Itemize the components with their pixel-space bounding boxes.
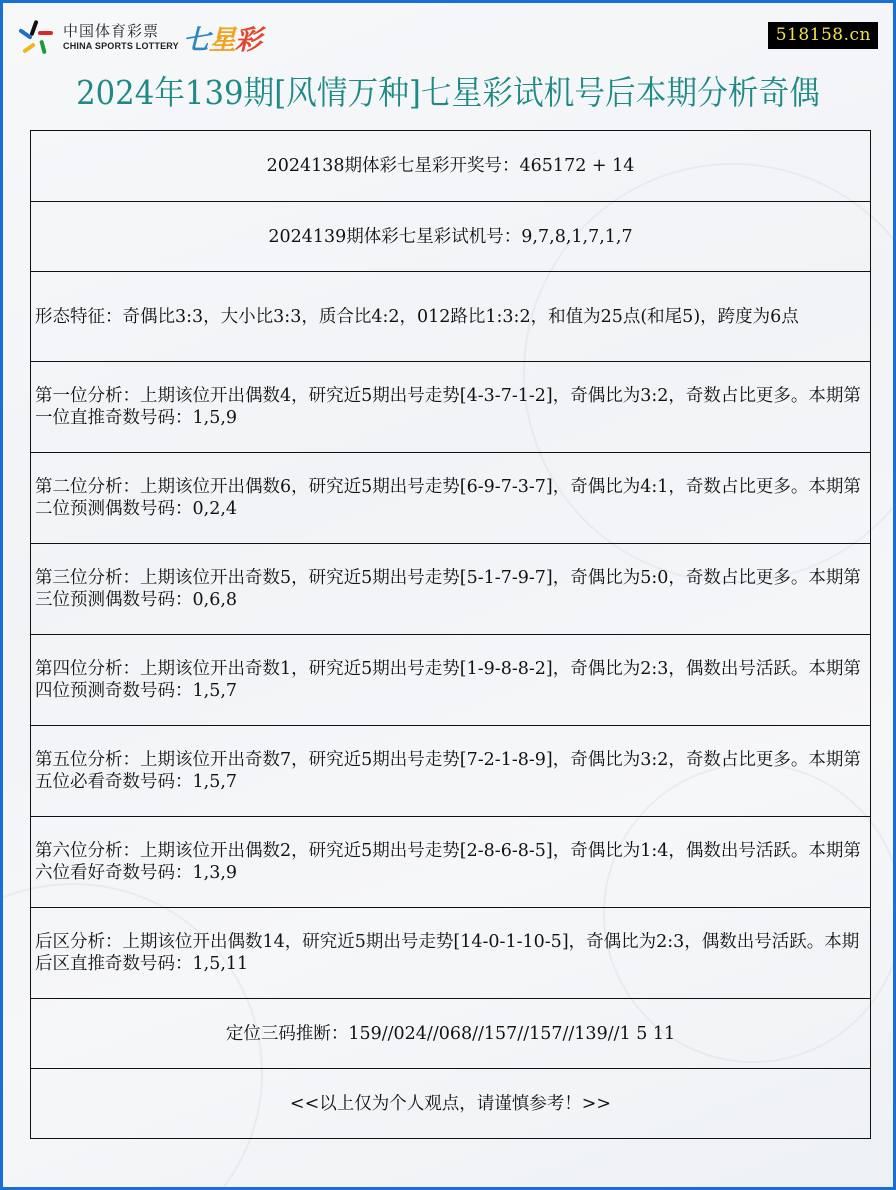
header [3,3,893,63]
position-2-analysis-text: 第二位分析：上期该位开出偶数6，研究近5期出号走势[6-9-7-3-7]，奇偶比为4:1，奇数占比更多。本期第二位预测偶数号码：0,2,4 [35,477,861,519]
back-zone-analysis-text: 后区分析：上期该位开出偶数14，研究近5期出号走势[14-0-1-10-5]，奇偶比为2:3，偶数出号活跃。本期后区直推奇数号码：1,5,11 [35,932,860,974]
game-name-char: 星 [208,24,235,56]
previous-draw-text: 2024138期体彩七星彩开奖号：465172 + 14 [266,156,635,176]
page-title: 2024年139期[风情万种]七星彩试机号后本期分析奇偶 [76,73,820,112]
position-5-analysis-row [31,725,870,816]
position-5-analysis-text: 第五位分析：上期该位开出奇数7，研究近5期出号走势[7-2-1-8-9]，奇偶比为3:2，奇数占比更多。本期第五位必看奇数号码：1,5,7 [35,750,861,792]
site-badge: 518158.cn [768,22,878,49]
position-4-analysis-text: 第四位分析：上期该位开出奇数1，研究近5期出号走势[1-9-8-8-2]，奇偶比为2:3，偶数出号活跃。本期第四位预测奇数号码：1,5,7 [35,659,861,701]
three-code-prediction-row [31,998,870,1068]
position-4-analysis-row [31,634,870,725]
position-1-analysis-text: 第一位分析：上期该位开出偶数4，研究近5期出号走势[4-3-7-1-2]，奇偶比为3:2，奇数占比更多。本期第一位直推奇数号码：1,5,9 [35,386,861,428]
logo-cn-name: 中国体育彩票 [63,21,160,40]
lottery-star-mark-icon [17,18,55,56]
back-zone-analysis-row [31,907,870,998]
disclaimer-row [31,1068,870,1138]
logo-en-name: CHINA SPORTS LOTTERY [63,40,179,51]
analysis-table [30,130,871,1139]
test-number-row [31,201,870,271]
position-3-analysis-row [31,543,870,634]
pattern-features-row [31,271,870,361]
position-6-analysis-text: 第六位分析：上期该位开出偶数2，研究近5期出号走势[2-8-6-8-5]，奇偶比为1:4，偶数出号活跃。本期第六位看好奇数号码：1,3,9 [35,841,861,883]
test-number-text: 2024139期体彩七星彩试机号：9,7,8,1,7,1,7 [268,226,633,247]
pattern-features-text: 形态特征：奇偶比3:3，大小比3:3，质合比4:2，012路比1:3:2，和值为25点(和尾5)，跨度为6点 [35,306,799,327]
position-2-analysis-row [31,452,870,543]
game-name-char: 七 [182,24,209,56]
china-sports-lottery-logo [17,17,261,57]
logo-text [63,21,179,51]
game-name-seven-star [183,18,261,57]
three-code-prediction-text: 定位三码推断：159//024//068//157//157//139//1 5 11 [225,1023,676,1044]
position-6-analysis-row [31,816,870,907]
disclaimer-text: <<以上仅为个人观点，请谨慎参考！>> [289,1093,612,1114]
position-1-analysis-row [31,361,870,452]
page-frame [3,3,893,1187]
game-name-char: 彩 [234,24,261,56]
position-3-analysis-text: 第三位分析：上期该位开出奇数5，研究近5期出号走势[5-1-7-9-7]，奇偶比为5:0，奇数占比更多。本期第三位预测偶数号码：0,6,8 [35,568,861,610]
previous-draw-row [31,131,870,201]
